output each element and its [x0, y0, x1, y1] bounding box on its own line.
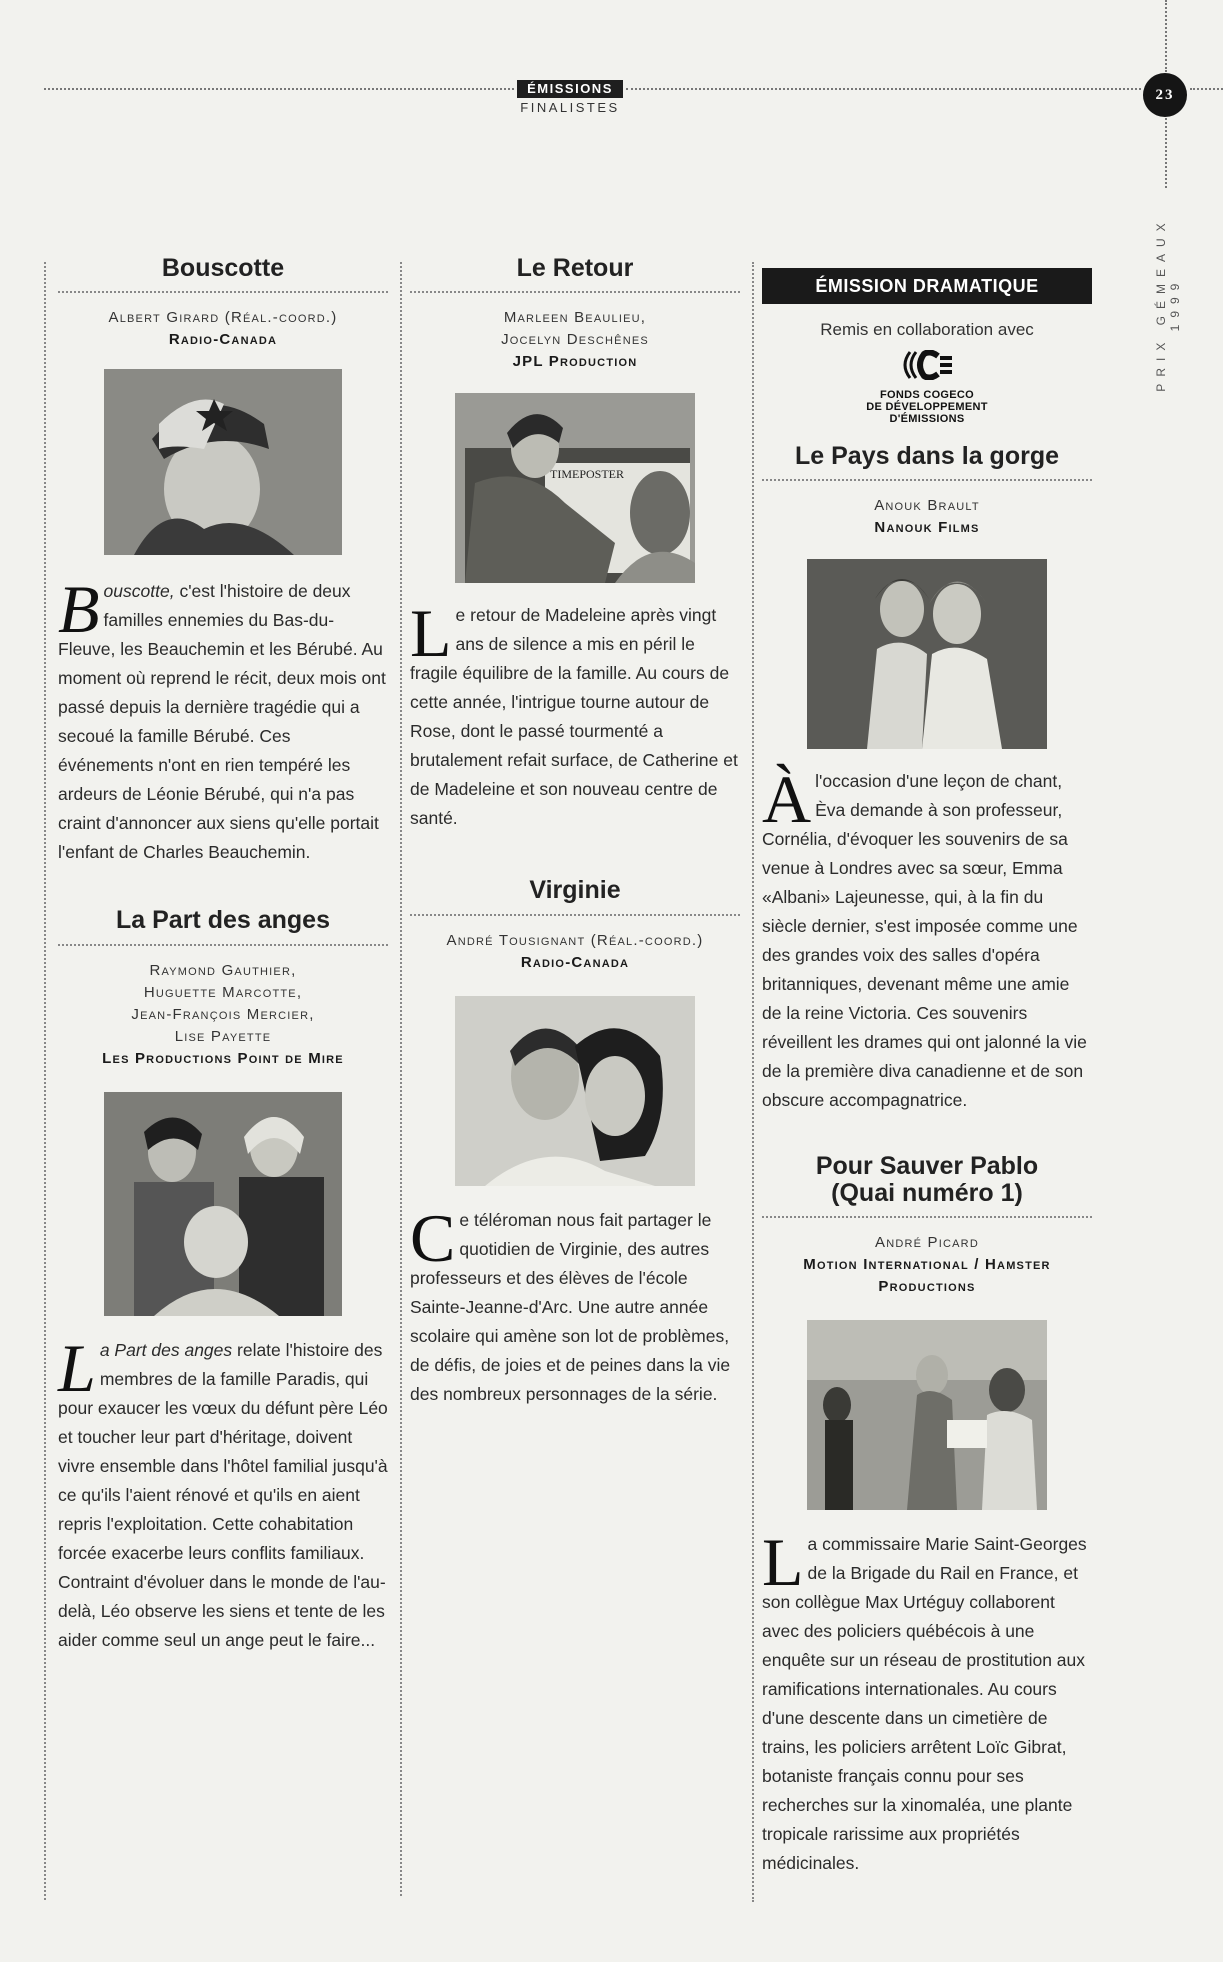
column-divider-left	[44, 262, 46, 1900]
drop-cap: L	[58, 1329, 96, 1406]
show-photo	[455, 393, 695, 583]
sponsor-line: D'ÉMISSIONS	[889, 413, 965, 425]
show-title: La Part des anges	[58, 907, 388, 945]
credit-person: Lise Payette	[174, 1027, 272, 1045]
show-title: Bouscotte	[58, 255, 388, 293]
show-le-retour	[410, 255, 740, 833]
show-photo	[104, 1092, 342, 1316]
column-3	[762, 268, 1092, 1895]
category-banner: ÉMISSION DRAMATIQUE	[762, 268, 1092, 304]
description-text: c'est l'histoire de deux familles ennemies du Bas-du-Fleuve, les Beauchemin et les Bérubé. Au moment où reprend le récit, deux mois ont passé depuis la dernière tragédie qui a secoué la famille Bérubé. Ces événements n'ont en rien tempéré les ardeurs de Léonie Bérubé, qui n'a pas craint d'annoncer aux siens qu'elle portait l'enfant de Charles Beauchemin.	[58, 581, 386, 863]
show-photo	[104, 369, 342, 555]
show-description	[58, 1329, 388, 1655]
credits	[762, 495, 1092, 539]
credit-person: André Tousignant (Réal.-coord.)	[446, 931, 704, 949]
credit-company: JPL Production	[512, 353, 638, 371]
show-description	[762, 761, 1092, 1115]
drop-cap: B	[58, 571, 100, 648]
boy-in-star-cap-photo	[104, 369, 342, 555]
show-bouscotte	[58, 255, 388, 867]
show-photo	[807, 1320, 1047, 1510]
credit-person: Jocelyn Deschênes	[501, 331, 649, 349]
man-and-woman-timeposter-photo	[455, 393, 695, 583]
description-text: e téléroman nous fait partager le quotidien de Virginie, des autres professeurs et des élèves de l'école Sainte-Jeanne-d'Arc. Une autre année scolaire qui amène son lot de problèmes, de défis, de joies et de peines dans la vie des nombreux personnages de la série.	[410, 1209, 731, 1404]
show-virginie	[410, 877, 740, 1408]
credits	[762, 1232, 1092, 1298]
couple-embrace-photo	[455, 996, 695, 1186]
credit-person: Marleen Beaulieu,	[503, 309, 647, 327]
page-number: 23	[1143, 73, 1187, 117]
drop-cap: L	[410, 595, 452, 672]
sponsor-name	[762, 389, 1092, 425]
italic-lead: a Part des anges	[99, 1339, 233, 1360]
credit-company: Les Productions Point de Mire	[102, 1049, 344, 1067]
description-text: e retour de Madeleine après vingt ans de silence a mis en péril le fragile équilibre de la famille. Au cours de cette année, l'intrigue tourne autour de Rose, dont le passé tourmenté a brutalement refait surface, de Catherine et de Madeleine et son nouveau centre de santé.	[410, 605, 738, 829]
drop-cap: L	[762, 1523, 804, 1600]
right-vertical-rule-top	[1165, 0, 1167, 72]
credit-company: Motion International / Hamster Productions	[803, 1255, 1051, 1295]
credits	[58, 307, 388, 351]
italic-lead: ouscotte,	[103, 581, 175, 602]
sponsor-logo	[762, 350, 1092, 425]
right-vertical-rule	[1165, 118, 1167, 188]
credit-person: Jean-François Mercier,	[131, 1005, 315, 1023]
show-title: Le Pays dans la gorge	[762, 443, 1092, 481]
column-1	[58, 255, 388, 1672]
show-description	[58, 571, 388, 867]
credit-person: Huguette Marcotte,	[143, 983, 303, 1001]
credits	[410, 307, 740, 373]
header-rule-left	[44, 88, 514, 90]
subsection-label: FINALISTES	[520, 100, 620, 115]
credit-company: Nanouk Films	[874, 519, 980, 537]
column-2	[410, 255, 740, 1426]
column-divider-right	[752, 262, 754, 1902]
two-women-period-costume-photo	[807, 559, 1047, 749]
show-pour-sauver-pablo	[762, 1153, 1092, 1878]
show-photo	[807, 559, 1047, 749]
credit-person: Albert Girard (Réal.-coord.)	[108, 309, 338, 327]
sponsor-line: FONDS COGECO	[879, 389, 975, 401]
show-la-part-des-anges	[58, 907, 388, 1654]
column-divider-middle	[400, 262, 402, 1896]
description-text: l'occasion d'une leçon de chant, Èva demande à son professeur, Cornélia, d'évoquer les souvenirs de sa venue à Londres avec sa sœur, Emma «Albani» Lajeunesse, qui, à la fin du siècle dernier, s'est imposée comme une des grandes voix des salles d'opéra britanniques, devenant même une amie de la reine Victoria. Ces souvenirs réveillent les drames qui ont jalonné la vie de la première diva canadienne et de son obscure accompagnatrice.	[762, 771, 1087, 1111]
drop-cap: C	[410, 1199, 456, 1276]
train-station-scene-photo	[807, 1320, 1047, 1510]
show-title: Pour Sauver Pablo (Quai numéro 1)	[762, 1153, 1092, 1218]
show-description	[410, 595, 740, 833]
drop-cap: À	[762, 761, 812, 838]
credits	[58, 960, 388, 1070]
sponsor-line: DE DÉVELOPPEMENT	[866, 401, 988, 413]
description-text: relate l'histoire des membres de la famille Paradis, qui pour exaucer les vœux du défunt père Léo et toucher leur part d'héritage, doivent vivre ensemble dans l'hôtel familial jusqu'à ce qu'ils l'aient rénové et qu'ils en aient repris l'exploitation. Cette cohabitation forcée exacerbe leurs conflits familiaux. Contraint d'évoluer dans le monde de l'au-delà, Léo observe les siens et tente de les aider comme seul un ange peut le faire...	[58, 1339, 388, 1650]
show-title: Le Retour	[410, 255, 740, 293]
credits	[410, 930, 740, 974]
show-le-pays-dans-la-gorge	[762, 443, 1092, 1115]
show-photo	[455, 996, 695, 1186]
header-rule-far-right	[1190, 88, 1223, 90]
group-of-three-photo	[104, 1092, 342, 1316]
credit-company: Radio-Canada	[168, 331, 278, 349]
header-rule-right	[626, 88, 1141, 90]
credit-person: Raymond Gauthier,	[149, 961, 297, 979]
section-badge: ÉMISSIONS	[517, 80, 623, 98]
description-text: a commissaire Marie Saint-Georges de la Brigade du Rail en France, et son collègue Max Urtéguy collaborent avec des policiers québécois à une enquête sur un réseau de prostitution aux ramifications internationales. Au cours d'une descente dans un cimetière de trains, les policiers arrêtent Loïc Gibrat, botaniste français connu pour ses recherches sur la xinomaléa, une plante tropicale rarissime aux propriétés médicinales.	[762, 1533, 1087, 1873]
collaboration-text: Remis en collaboration avec	[820, 320, 1034, 339]
credit-company: Radio-Canada	[520, 953, 630, 971]
show-description	[762, 1523, 1092, 1878]
credit-person: Anouk Brault	[874, 497, 980, 515]
show-description	[410, 1199, 740, 1409]
credit-person: André Picard	[875, 1233, 979, 1251]
show-title: Virginie	[410, 877, 740, 915]
timeposter-text: TIMEPOSTER	[550, 467, 625, 482]
cogeco-logo-icon	[900, 350, 954, 380]
side-label: PRIX GÉMEAUX 1999	[1154, 216, 1182, 392]
